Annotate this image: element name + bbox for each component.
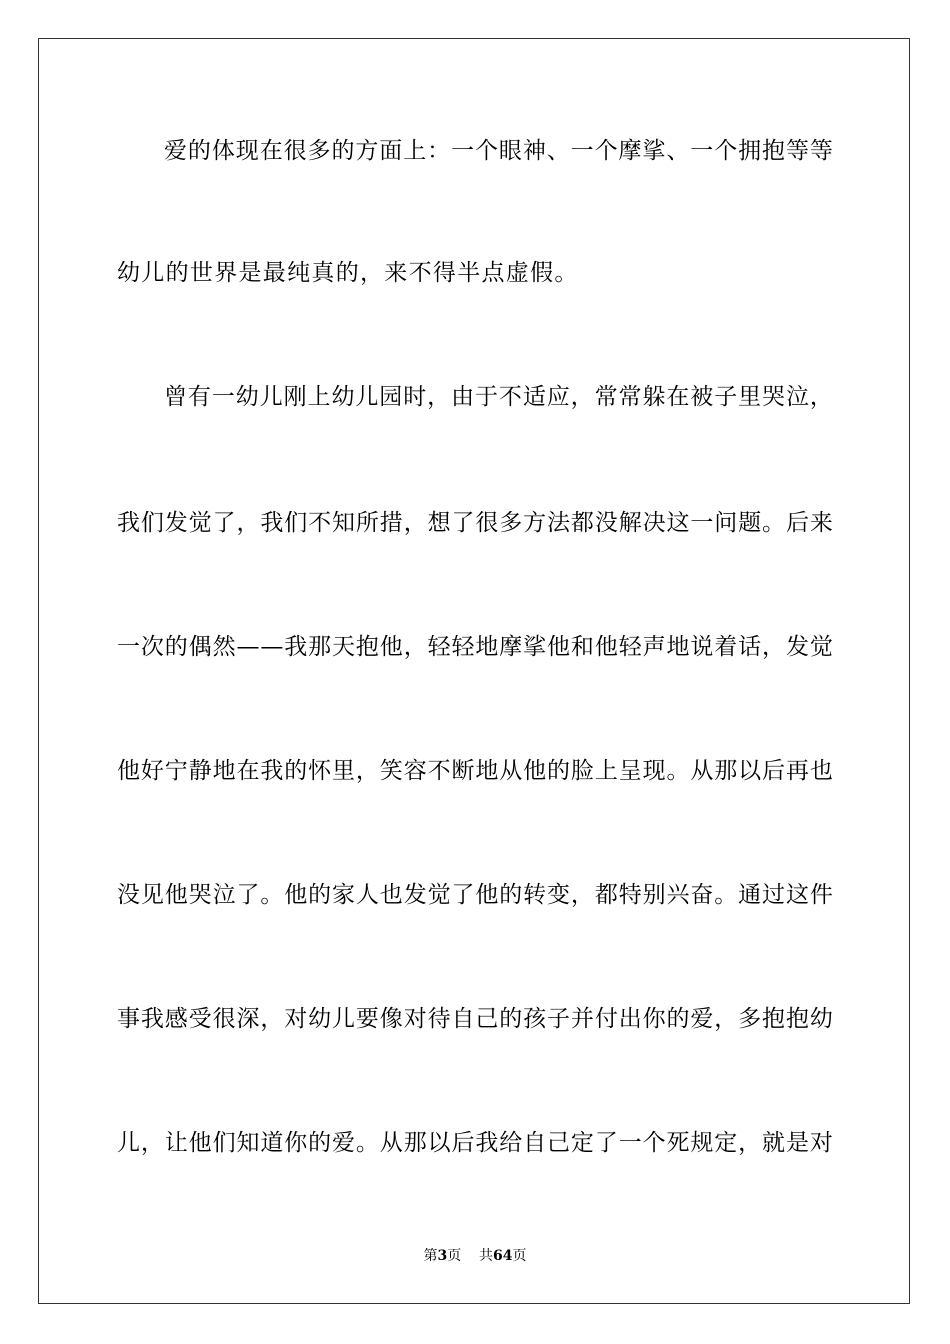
text-line-5: 一 次 的 偶 然 — — 我 那 天 抱 他 ， 轻 轻 地 摩 挲 他 和 他 轻 声 地 说 着 话 ， 发 觉 <box>117 634 833 660</box>
text-line-8: 事 我 感 受 很 深 ， 对 幼 儿 要 像 对 待 自 己 的 孩 子 并 付 出 你 的 爱 ， 多 抱 抱 幼 <box>117 1006 833 1032</box>
text-line-7: 没 见 他 哭 泣 了 。 他 的 家 人 也 发 觉 了 他 的 转 变 ， 都 特 别 兴 奋 。 通 过 这 件 <box>117 882 833 908</box>
text-line-2: 幼儿的世界是最纯真的，来不得半点虚假。 <box>117 260 579 286</box>
page-frame <box>38 38 910 1304</box>
page-label-prefix: 第 <box>423 1248 438 1264</box>
text-line-9: 儿 ， 让 他 们 知 道 你 的 爱 。 从 那 以 后 我 给 自 己 定 了 一 个 死 规 定 ， 就 是 对 <box>117 1130 833 1156</box>
text-line-1: 爱 的 体 现 在 很 多 的 方 面 上 ： 一 个 眼 神 、 一 个 摩 挲 、 一 个 拥 抱 等 等 <box>164 138 833 164</box>
text-line-3: 曾 有 一 幼 儿 刚 上 幼 儿 园 时 ， 由 于 不 适 应 ， 常 常 躲 在 被 子 里 哭 泣 ， <box>164 384 833 410</box>
total-pages: 64 <box>493 1248 513 1264</box>
text-line-6: 他 好 宁 静 地 在 我 的 怀 里 ， 笑 容 不 断 地 从 他 的 脸 上 呈 现 。 从 那 以 后 再 也 <box>117 758 833 784</box>
text-line-4: 我 们 发 觉 了 ， 我 们 不 知 所 措 ， 想 了 很 多 方 法 都 没 解 决 这 一 问 题 。 后 来 <box>117 510 833 536</box>
page-label-suffix: 页 <box>447 1248 462 1264</box>
total-label-suffix: 页 <box>512 1248 527 1264</box>
page-number: 3 <box>437 1248 448 1264</box>
page-footer <box>0 1247 950 1265</box>
total-label-prefix: 共 <box>479 1248 494 1264</box>
